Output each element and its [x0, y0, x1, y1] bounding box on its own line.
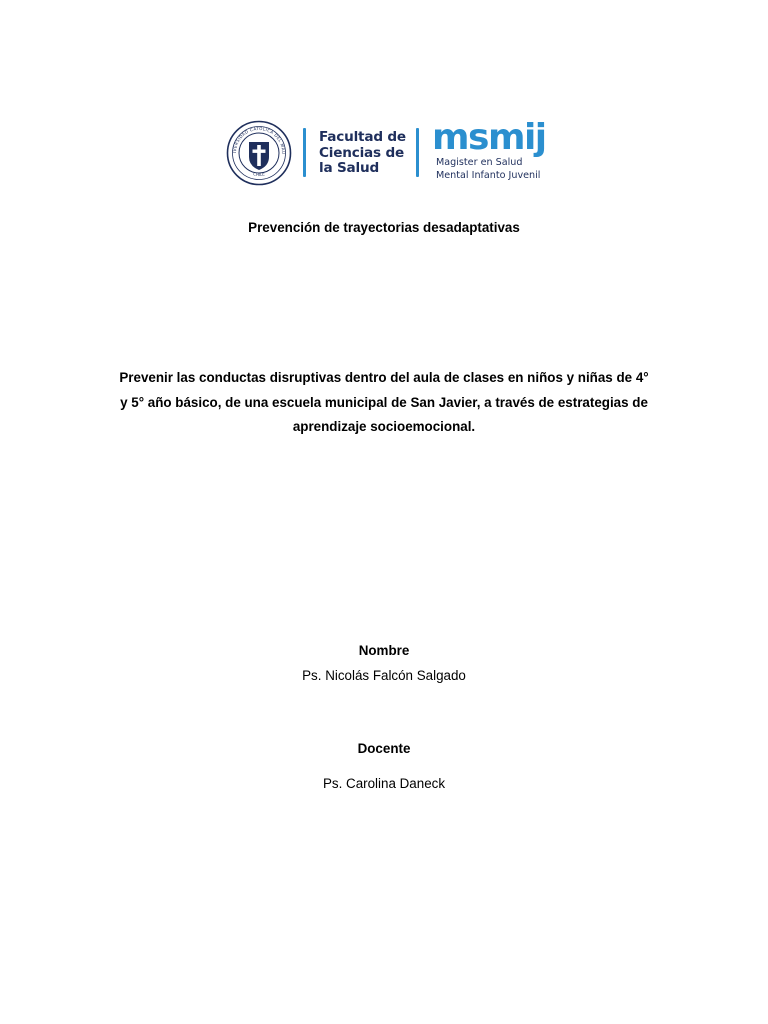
document-title: Prevención de trayectorias desadaptativas [248, 220, 520, 235]
name-label: Nombre [358, 643, 410, 658]
logo-divider [303, 128, 306, 177]
logo-divider [416, 128, 419, 177]
seal-bottom-text: CHILE [252, 171, 266, 178]
university-seal-logo [226, 120, 292, 186]
program-logo-subtitle [436, 157, 540, 182]
header-logos [226, 118, 546, 190]
program-line: Mental Infanto Juvenil [436, 169, 541, 181]
program-line: Magister en Salud [436, 157, 523, 168]
program-logo [432, 117, 548, 186]
faculty-line: la Salud [319, 160, 379, 176]
seal-arc-text: IVERSIDAD CATOLICA DEL MAU [231, 125, 287, 155]
subject-line: y 5° año básico, de una escuela municipal de San Javier, a través de estrategias de [120, 394, 648, 410]
faculty-line: Ciencias de [319, 144, 404, 161]
subject-line: Prevenir las conductas disruptivas dentro del aula de clases en niños y niñas de 4° [119, 370, 649, 385]
teacher-name: Ps. Carolina Daneck [322, 776, 446, 791]
author-name: Ps. Nicolás Falcón Salgado [302, 668, 466, 683]
faculty-logo-text [319, 130, 415, 177]
faculty-line: Facultad de [319, 129, 406, 145]
svg-text:CHILE [253, 171, 266, 177]
program-logo-wordmark: msmij [432, 117, 546, 158]
teacher-label: Docente [357, 741, 411, 756]
document-subject [96, 366, 672, 440]
subject-line: aprendizaje socioemocional. [292, 419, 476, 434]
